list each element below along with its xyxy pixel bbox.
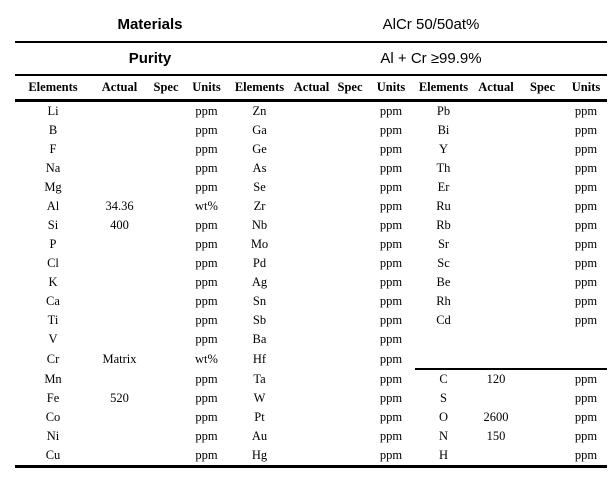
cell-actual — [91, 159, 148, 178]
cell-spec — [333, 178, 367, 197]
cell-actual — [472, 197, 520, 216]
cell-spec — [148, 178, 184, 197]
cell-units: ppm — [379, 275, 403, 289]
cell-element: W — [253, 391, 266, 405]
cell-actual — [290, 197, 333, 216]
table-row — [15, 197, 607, 216]
header-elements-1: Elements — [15, 76, 91, 101]
cell-spec — [148, 389, 184, 408]
cell-units: ppm — [379, 237, 403, 251]
cell-spec — [333, 101, 367, 122]
cell-element: P — [49, 237, 57, 251]
table-row — [15, 330, 607, 349]
cell-units: ppm — [379, 313, 403, 327]
cell-actual: 150 — [486, 429, 506, 443]
cell-element: F — [49, 142, 57, 156]
cell-actual — [472, 101, 520, 122]
cell-actual — [472, 273, 520, 292]
cell-element: Si — [47, 218, 59, 232]
elements-table — [15, 76, 607, 468]
table-row — [15, 292, 607, 311]
cell-element: Hg — [229, 446, 290, 467]
cell-spec — [148, 446, 184, 467]
cell-actual — [91, 369, 148, 389]
cell-units: ppm — [379, 180, 403, 194]
cell-units: ppm — [379, 142, 403, 156]
cell-units: ppm — [195, 410, 218, 424]
cell-spec — [520, 330, 565, 349]
cell-element: Th — [436, 161, 451, 175]
cell-actual — [91, 235, 148, 254]
header-spec-1: Spec — [148, 76, 184, 101]
cell-element: S — [440, 391, 447, 405]
cell-actual — [91, 101, 148, 122]
cell-units: ppm — [195, 123, 218, 137]
cell-spec — [333, 408, 367, 427]
cell-element: Mo — [250, 237, 269, 251]
table-header-row — [15, 76, 607, 101]
cell-spec — [520, 349, 565, 369]
cell-element: Sc — [437, 256, 450, 270]
cell-element: Hf — [252, 351, 267, 366]
cell-spec — [148, 349, 184, 369]
cell-units: ppm — [574, 161, 598, 175]
cell-element: N — [438, 429, 449, 443]
cell-spec — [333, 389, 367, 408]
cell-spec — [333, 369, 367, 389]
cell-spec — [148, 292, 184, 311]
cell-element: Ta — [253, 371, 266, 386]
cell-units: ppm — [574, 391, 598, 405]
cell-element: Ca — [46, 294, 60, 308]
cell-spec — [333, 197, 367, 216]
cell-element: O — [438, 410, 449, 424]
cell-units: ppm — [195, 161, 218, 175]
cell-actual — [290, 369, 333, 389]
cell-spec — [520, 389, 565, 408]
cell-spec — [520, 140, 565, 159]
cell-element: Cr — [46, 351, 60, 366]
cell-actual — [472, 254, 520, 273]
cell-units: ppm — [574, 275, 598, 289]
cell-element: Cd — [436, 313, 451, 327]
cell-spec — [148, 427, 184, 446]
cell-element: B — [48, 123, 58, 137]
cell-spec — [520, 178, 565, 197]
cell-element: Pb — [436, 104, 451, 118]
cell-element: Ga — [252, 123, 267, 137]
cell-actual — [290, 140, 333, 159]
table-row — [15, 389, 607, 408]
cell-units: ppm — [195, 104, 218, 118]
cell-element: Pd — [252, 256, 267, 270]
cell-spec — [148, 121, 184, 140]
cell-spec — [333, 273, 367, 292]
cell-units: ppm — [184, 446, 229, 467]
cell-actual — [290, 330, 333, 349]
cell-units: wt% — [195, 199, 218, 213]
header-units-1: Units — [184, 76, 229, 101]
cell-spec — [520, 235, 565, 254]
cell-units: ppm — [565, 369, 607, 389]
table-row — [15, 140, 607, 159]
cell-element: Ni — [46, 429, 60, 443]
cell-element: H — [415, 446, 472, 467]
cell-spec — [520, 292, 565, 311]
cell-spec — [148, 408, 184, 427]
cell-actual: Matrix — [102, 351, 137, 366]
cell-element: Sn — [252, 294, 267, 308]
cell-units: ppm — [195, 218, 218, 232]
cell-actual — [472, 292, 520, 311]
cell-units: ppm — [574, 180, 598, 194]
cell-spec — [333, 254, 367, 273]
cell-actual — [290, 389, 333, 408]
cell-units: ppm — [195, 142, 218, 156]
cell-units: ppm — [195, 237, 218, 251]
cell-spec — [333, 330, 367, 349]
materials-row — [15, 8, 607, 43]
cell-element: Sr — [437, 237, 450, 251]
cell-element: Ru — [436, 199, 451, 213]
cell-element: K — [48, 275, 58, 289]
table-row — [15, 178, 607, 197]
cell-element: Nb — [251, 218, 268, 232]
purity-row — [15, 43, 607, 76]
table-row — [15, 427, 607, 446]
cell-actual — [472, 178, 520, 197]
cell-actual: 2600 — [483, 410, 509, 424]
cell-units: ppm — [379, 256, 403, 270]
cell-element: Cl — [47, 256, 59, 270]
cell-element: V — [48, 332, 58, 346]
cell-spec — [148, 235, 184, 254]
cell-actual — [290, 178, 333, 197]
purity-value: Al + Cr ≥99.9% — [380, 50, 482, 67]
cell-units — [565, 330, 607, 349]
header-actual-1: Actual — [91, 76, 148, 101]
cell-units: ppm — [574, 256, 598, 270]
cell-spec — [520, 273, 565, 292]
cell-element: Y — [438, 142, 449, 156]
cell-units: ppm — [379, 429, 403, 443]
cell-element: Co — [45, 410, 61, 424]
cell-actual — [91, 408, 148, 427]
cell-actual — [91, 330, 148, 349]
table-row — [15, 235, 607, 254]
cell-spec — [148, 311, 184, 330]
cell-spec — [148, 101, 184, 122]
cell-element: Cu — [15, 446, 91, 467]
cell-actual — [290, 292, 333, 311]
table-row — [15, 101, 607, 122]
cell-units: ppm — [379, 371, 403, 386]
cell-actual — [290, 101, 333, 122]
cell-units: ppm — [379, 104, 403, 118]
cell-element: Er — [437, 180, 450, 194]
cell-spec — [520, 101, 565, 122]
header-elements-3: Elements — [415, 76, 472, 101]
cell-element: Rb — [436, 218, 451, 232]
cell-spec — [333, 349, 367, 369]
cell-spec — [333, 159, 367, 178]
cell-actual: 120 — [472, 369, 520, 389]
table-row — [15, 311, 607, 330]
cell-actual — [290, 254, 333, 273]
cell-element: Se — [253, 180, 266, 194]
header-actual-3: Actual — [472, 76, 520, 101]
cell-actual — [472, 446, 520, 467]
cell-actual — [91, 178, 148, 197]
cell-units: ppm — [379, 410, 403, 424]
cell-spec — [148, 140, 184, 159]
cell-units: ppm — [574, 142, 598, 156]
cell-actual — [472, 311, 520, 330]
cell-spec — [148, 254, 184, 273]
cell-units: ppm — [379, 351, 403, 366]
cell-actual — [290, 273, 333, 292]
cell-actual — [91, 273, 148, 292]
cell-element: Li — [47, 104, 59, 118]
cell-spec — [333, 235, 367, 254]
cell-spec — [520, 121, 565, 140]
cell-spec — [148, 216, 184, 235]
cell-units: ppm — [574, 218, 598, 232]
cell-actual — [91, 446, 148, 467]
table-row — [15, 159, 607, 178]
header-spec-2: Spec — [333, 76, 367, 101]
table-row — [15, 369, 607, 389]
cell-units: ppm — [565, 446, 607, 467]
cell-element: Be — [436, 275, 451, 289]
analysis-sheet — [15, 8, 607, 468]
table-row — [15, 254, 607, 273]
cell-actual — [290, 408, 333, 427]
cell-actual — [290, 216, 333, 235]
cell-units: ppm — [379, 332, 403, 346]
cell-actual — [472, 140, 520, 159]
materials-label: Materials — [117, 16, 183, 33]
table-row — [15, 446, 607, 467]
cell-element: Mg — [44, 180, 62, 194]
header-actual-2: Actual — [290, 76, 333, 101]
cell-spec — [333, 216, 367, 235]
cell-units: ppm — [574, 313, 598, 327]
header-units-3: Units — [565, 76, 607, 101]
cell-units: ppm — [195, 371, 218, 386]
cell-units: ppm — [574, 294, 598, 308]
cell-actual — [91, 140, 148, 159]
cell-actual — [290, 446, 333, 467]
cell-units: ppm — [379, 391, 403, 405]
cell-actual — [472, 330, 520, 349]
cell-spec — [333, 140, 367, 159]
purity-label: Purity — [128, 50, 172, 67]
cell-actual — [91, 254, 148, 273]
cell-actual: 34.36 — [105, 199, 134, 213]
cell-element: Ti — [47, 313, 59, 327]
cell-actual — [290, 159, 333, 178]
cell-units: ppm — [195, 391, 218, 405]
header-units-2: Units — [367, 76, 415, 101]
cell-spec — [520, 311, 565, 330]
cell-units: ppm — [379, 218, 403, 232]
table-row — [15, 349, 607, 369]
cell-element: Al — [46, 199, 60, 213]
cell-actual — [472, 216, 520, 235]
cell-spec — [333, 311, 367, 330]
cell-spec — [148, 159, 184, 178]
cell-actual — [472, 159, 520, 178]
cell-spec — [333, 446, 367, 467]
cell-spec — [520, 254, 565, 273]
cell-units: ppm — [574, 429, 598, 443]
cell-actual: 520 — [110, 391, 129, 405]
cell-units: ppm — [574, 123, 598, 137]
cell-actual: 400 — [110, 218, 129, 232]
cell-spec — [520, 159, 565, 178]
cell-units: ppm — [195, 332, 218, 346]
cell-units: ppm — [574, 104, 598, 118]
cell-actual — [290, 311, 333, 330]
cell-units: ppm — [379, 161, 403, 175]
cell-element: Sb — [252, 313, 267, 327]
header-spec-3: Spec — [520, 76, 565, 101]
cell-spec — [148, 197, 184, 216]
cell-element — [415, 349, 472, 369]
cell-element: Bi — [437, 123, 450, 137]
cell-units: ppm — [379, 199, 403, 213]
cell-element: Na — [45, 161, 61, 175]
header-elements-2: Elements — [229, 76, 290, 101]
cell-element: Ge — [252, 142, 267, 156]
cell-actual — [91, 311, 148, 330]
materials-value: AlCr 50/50at% — [382, 16, 480, 33]
cell-spec — [333, 292, 367, 311]
cell-spec — [148, 369, 184, 389]
cell-spec — [333, 121, 367, 140]
cell-element: Zr — [253, 199, 266, 213]
cell-units: ppm — [574, 199, 598, 213]
cell-units: ppm — [195, 256, 218, 270]
cell-spec — [520, 216, 565, 235]
cell-element: Pt — [254, 410, 265, 424]
cell-actual — [472, 121, 520, 140]
cell-actual — [91, 292, 148, 311]
cell-units — [565, 349, 607, 369]
cell-actual — [472, 349, 520, 369]
cell-spec — [333, 427, 367, 446]
table-body — [15, 101, 607, 467]
cell-element: Mn — [44, 371, 62, 386]
cell-units: ppm — [195, 294, 218, 308]
cell-spec — [148, 330, 184, 349]
cell-element: C — [415, 369, 472, 389]
cell-units: ppm — [195, 313, 218, 327]
cell-spec — [520, 408, 565, 427]
cell-units: ppm — [379, 294, 403, 308]
cell-actual — [290, 349, 333, 369]
cell-spec — [520, 197, 565, 216]
cell-actual — [91, 427, 148, 446]
cell-spec — [148, 273, 184, 292]
cell-units: ppm — [195, 429, 218, 443]
cell-spec — [520, 427, 565, 446]
cell-spec — [520, 369, 565, 389]
cell-units: ppm — [195, 180, 218, 194]
table-row — [15, 216, 607, 235]
cell-actual — [290, 235, 333, 254]
cell-units: ppm — [367, 446, 415, 467]
cell-actual — [290, 121, 333, 140]
cell-element — [415, 330, 472, 349]
cell-units: ppm — [574, 237, 598, 251]
cell-element: Au — [251, 429, 268, 443]
table-row — [15, 408, 607, 427]
cell-element: As — [252, 161, 267, 175]
table-row — [15, 273, 607, 292]
cell-units: wt% — [195, 351, 218, 366]
cell-units: ppm — [379, 123, 403, 137]
cell-element: Zn — [252, 104, 267, 118]
cell-actual — [472, 235, 520, 254]
cell-units: ppm — [574, 410, 598, 424]
cell-spec — [520, 446, 565, 467]
table-row — [15, 121, 607, 140]
cell-actual — [290, 427, 333, 446]
cell-units: ppm — [195, 275, 218, 289]
cell-element: Rh — [436, 294, 451, 308]
cell-element: Fe — [46, 391, 60, 405]
cell-actual — [91, 121, 148, 140]
cell-element: Ba — [252, 332, 267, 346]
cell-actual — [472, 389, 520, 408]
cell-element: Ag — [251, 275, 268, 289]
